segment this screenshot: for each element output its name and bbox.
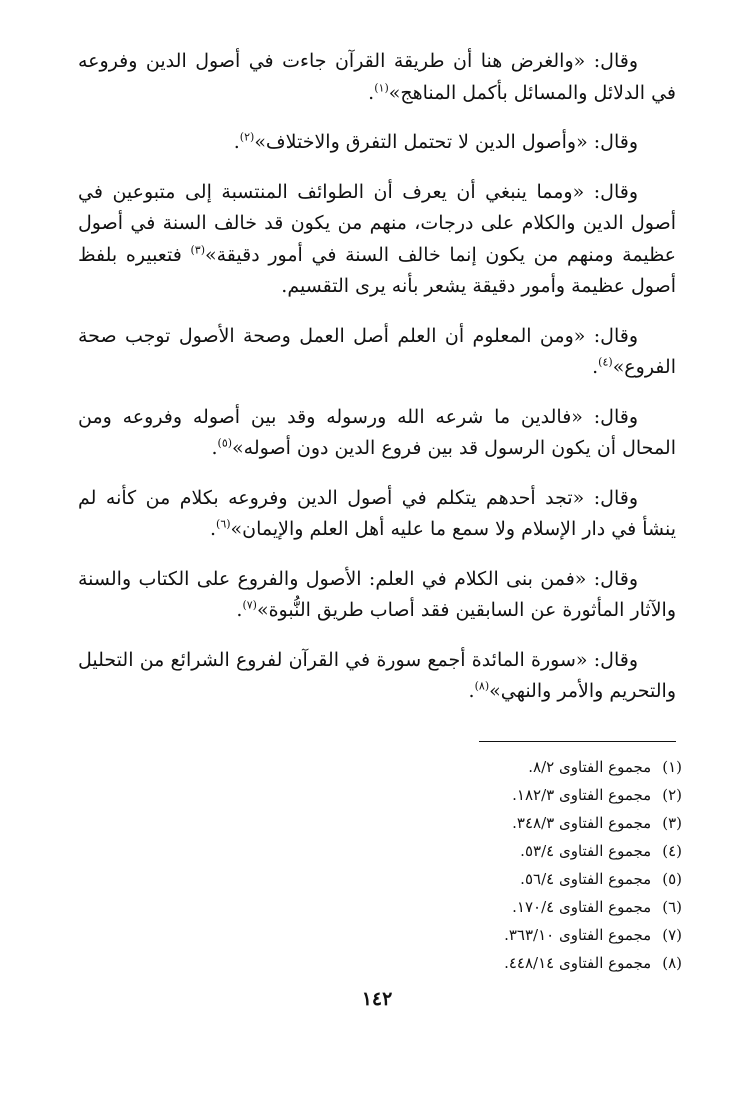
- footnote-item: [362, 809, 682, 837]
- footnote-item: [362, 865, 682, 893]
- paragraph-quote: «ومن المعلوم أن العلم أصل العمل وصحة الأصول توجب صحة الفروع»: [78, 324, 676, 378]
- paragraph: [78, 564, 676, 627]
- paragraph: [78, 645, 676, 708]
- paragraph-quote: «فمن بنى الكلام في العلم: الأصول والفروع على الكتاب والسنة والآثار المأثورة عن السابقين فقد أصاب طريق النُّبوة»: [78, 567, 676, 621]
- paragraph-quote: «والغرض هنا أن طريقة القرآن جاءت في أصول الدين وفروعه في الدلائل والمسائل بأكمل المناهج»: [78, 50, 676, 104]
- footnote-text: مجموع الفتاوى ٤٤٨/١٤.: [504, 954, 652, 972]
- paragraph: [78, 177, 676, 303]
- paragraph-quote: «تجد أحدهم يتكلم في أصول الدين وفروعه بكلام من كأنه لم ينشأ في دار الإسلام ولا سمع ما عليه أهل العلم والإيمان»: [78, 486, 676, 540]
- footnote-reference: (٢): [239, 130, 255, 144]
- footnote-number: (٦): [662, 898, 682, 916]
- paragraph-tail: .: [209, 518, 217, 540]
- footnote-item: [362, 921, 682, 949]
- paragraph-lead: وقال:: [585, 50, 638, 72]
- footnote-text: مجموع الفتاوى ١٧٠/٤.: [512, 898, 652, 916]
- footnote-item: [362, 781, 682, 809]
- paragraph-tail: .: [236, 599, 243, 621]
- footnote-number: (٢): [662, 786, 682, 804]
- paragraph-quote: «وأصول الدين لا تحتمل التفرق والاختلاف»: [254, 131, 588, 153]
- page-number: ١٤٢: [361, 988, 393, 1010]
- paragraph-tail: فتعبيره بلفظ أصول عظيمة وأمور دقيقة يشعر بأنه يرى التقسيم.: [78, 243, 676, 297]
- paragraph-lead: وقال:: [587, 131, 638, 153]
- main-text: [78, 46, 676, 726]
- footnote-item: [362, 893, 682, 921]
- footnotes-list: [362, 753, 682, 977]
- paragraph-tail: .: [211, 437, 218, 459]
- paragraph-lead: وقال:: [586, 567, 638, 590]
- footnote-item: [362, 753, 682, 781]
- paragraph-quote: «ومما ينبغي أن يعرف أن الطوائف المنتسبة إلى متبوعين في أصول الدين والكلام على درجات، منهم من يكون قد خالف السنة في أصول عظيمة ومنهم من يكون إنما خالف السنة في أمور دقيقة»: [78, 180, 676, 266]
- footnote-reference: (٣): [190, 243, 205, 257]
- footnote-text: مجموع الفتاوى ٣٦٣/١٠.: [504, 926, 652, 944]
- paragraph-quote: «فالدين ما شرعه الله ورسوله وقد بين أصوله وفروعه ومن المحال أن يكون الرسول قد بين فروع الدين دون أصوله»: [78, 405, 676, 459]
- footnote-number: (٨): [662, 954, 682, 972]
- paragraph-tail: .: [468, 680, 475, 702]
- paragraph-tail: .: [233, 131, 240, 153]
- footnote-divider: [479, 741, 676, 742]
- paragraph: [78, 321, 676, 384]
- footnote-number: (١): [662, 758, 682, 776]
- footnote-item: [362, 949, 682, 977]
- paragraph-lead: وقال:: [582, 405, 638, 428]
- paragraph-lead: وقال:: [584, 180, 638, 203]
- paragraph-quote: «سورة المائدة أجمع سورة في القرآن لفروع الشرائع من التحليل والتحريم والأمر والنهي»: [78, 648, 676, 702]
- footnote-reference: (٨): [474, 679, 490, 693]
- footnote-text: مجموع الفتاوى ٣٤٨/٣.: [512, 814, 652, 832]
- footnote-number: (٣): [662, 814, 682, 832]
- footnote-reference: (٥): [217, 436, 233, 450]
- paragraph-lead: وقال:: [587, 648, 638, 671]
- footnote-text: مجموع الفتاوى ٥٦/٤.: [520, 870, 652, 888]
- paragraph: [78, 483, 676, 546]
- footnote-number: (٤): [662, 842, 682, 860]
- paragraph: [78, 402, 676, 465]
- footnote-text: مجموع الفتاوى ٨/٢.: [528, 758, 652, 776]
- footnote-text: مجموع الفتاوى ١٨٢/٣.: [512, 786, 652, 804]
- paragraph: [78, 127, 676, 159]
- paragraph-lead: وقال:: [585, 324, 638, 347]
- footnote-reference: (١): [374, 81, 389, 95]
- paragraph: [78, 46, 676, 109]
- paragraph-tail: .: [368, 81, 375, 104]
- footnote-number: (٥): [662, 870, 682, 888]
- paragraph-tail: .: [592, 356, 599, 378]
- footnote-reference: (٤): [598, 355, 613, 369]
- footnote-reference: (٧): [242, 598, 257, 612]
- paragraph-lead: وقال:: [584, 486, 639, 509]
- footnote-text: مجموع الفتاوى ٥٣/٤.: [520, 842, 652, 860]
- footnote-item: [362, 837, 682, 865]
- footnote-reference: (٦): [216, 517, 231, 531]
- footnote-number: (٧): [662, 926, 682, 944]
